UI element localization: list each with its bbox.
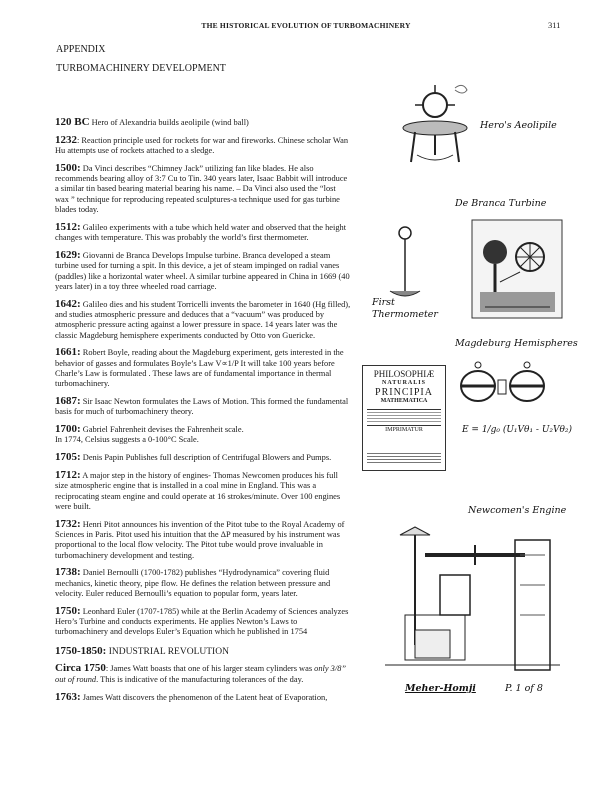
- entry-year: 1629:: [55, 248, 81, 261]
- timeline: [55, 117, 351, 709]
- timeline-entry: [55, 663, 351, 685]
- principia-title-page: [362, 365, 446, 471]
- entry-year: 1500:: [55, 161, 81, 174]
- timeline-entry: [55, 299, 351, 341]
- entry-year: 1700:: [55, 423, 81, 436]
- entry-text: A major step in the history of engines- Thomas Newcomen produces his full size atmospheric engine that is installed in a coal mine in England. This was a reciprocating steam engine and could operate at 16 strokes/minute. Over 100 engines were built.: [55, 471, 341, 511]
- entry-text: : James Watt boasts that one of his larger steam cylinders was: [105, 664, 315, 674]
- entry-year: 1705:: [55, 451, 81, 464]
- entry-text: Denis Papin Publishes full description of Centrifugal Blowers and Pumps.: [80, 453, 332, 463]
- magdeburg-hemispheres-drawing: [460, 360, 545, 410]
- timeline-entry: [55, 424, 351, 446]
- entry-year: 1232: [55, 133, 77, 146]
- entry-year: 1512:: [55, 220, 81, 233]
- entry-year: 120 BC: [55, 116, 90, 128]
- entry-text: Sir Isaac Newton formulates the Laws of Motion. This formed the fundamental basis for much of turbomachinery theory.: [55, 397, 349, 417]
- timeline-entry: [55, 163, 351, 215]
- entry-year: 1661:: [55, 346, 81, 359]
- entry-text: Leonhard Euler (1707-1785) while at the Berlin Academy of Sciences analyzes Hero’s Turbine and conducts experiments. He applies Newton’s Laws to turbomachinery and develops Euler’s Equation which he published in 1754: [55, 606, 349, 637]
- timeline-entry: [55, 606, 351, 638]
- principia-line1: PHILOSOPHIÆ: [373, 369, 435, 379]
- entry-text: Gabriel Fahrenheit devises the Fahrenheit scale. In 1774, Celsius suggests a 0-100°C Scale.: [55, 425, 244, 445]
- thermometer-drawing: [385, 225, 425, 300]
- entry-text: Daniel Bernoulli (1700-1782) publishes “Hydrodynamica” covering fluid mechanics, kinetic theory, pipe flow. He defines the relation between pressure and velocity. Euler reduced Bernoulli’s equation to popular form, years later.: [55, 568, 331, 598]
- entry-text: Robert Boyle, reading about the Magdeburg experiment, gets interested in the behavior of gasses and formulates Boyle’s Law V∝1/P It will take 100 years before Charle’s Law is formulated . These laws are of fundamental importance in thermal turbomachinery.: [55, 348, 344, 389]
- newcomen-engine-drawing: [385, 525, 560, 675]
- timeline-entry: [55, 519, 351, 561]
- timeline-entry: [55, 117, 351, 128]
- timeline-entry: [55, 135, 351, 157]
- running-header: THE HISTORICAL EVOLUTION OF TURBOMACHINERY: [201, 21, 411, 30]
- section-title: TURBOMACHINERY DEVELOPMENT: [56, 63, 226, 74]
- newcomen-label: Newcomen's Engine: [468, 505, 567, 516]
- principia-line2: NATURALIS: [382, 380, 426, 386]
- entry-emphasis: only 3/8” out of round: [55, 664, 347, 684]
- author-signature: Meher-Homji: [405, 683, 476, 694]
- entry-year: 1687:: [55, 395, 81, 408]
- timeline-entry: [55, 250, 351, 292]
- entry-text: INDUSTRIAL REVOLUTION: [106, 646, 229, 657]
- aeolipile-drawing: [405, 80, 475, 175]
- entry-text: Galileo dies and his student Torricelli invents the barometer in 1640 (Hg filled), and studies atmospheric pressure and deduces that a “vacuum” was produced by atmospheric pressure acting against a lower pressure in space. 14 years later was the classic Magdeburg hemisphere experiments conducted by Otto von Guericke.: [55, 299, 351, 340]
- branca-turbine-drawing: [470, 212, 565, 320]
- page-of-count: P. 1 of 8: [505, 683, 543, 694]
- timeline-entry: [55, 452, 351, 463]
- timeline-entry: [55, 347, 351, 389]
- entry-year: Circa 1750: [55, 662, 106, 675]
- magdeburg-label: Magdeburg Hemispheres: [455, 338, 578, 349]
- entry-text-cont: . This is indicative of the manufacturing tolerances of the day.: [96, 674, 304, 684]
- timeline-entry: [55, 396, 351, 418]
- principia-line4: MATHEMATICA: [380, 398, 428, 404]
- entry-text: Hero of Alexandria builds aeolipile (wind ball): [89, 118, 249, 127]
- aeolipile-label: Hero's Aeolipile: [480, 120, 557, 131]
- entry-year: 1732:: [55, 517, 81, 530]
- timeline-entry: [55, 646, 351, 657]
- timeline-entry: [55, 567, 351, 599]
- branca-label: De Branca Turbine: [455, 198, 547, 209]
- entry-year: 1738:: [55, 566, 81, 579]
- euler-equation: E = 1/g₀ (U₁Vθ₁ - U₂Vθ₂): [462, 425, 573, 435]
- entry-year: 1712:: [55, 469, 81, 482]
- entry-year: 1750-1850:: [55, 644, 107, 657]
- thermometer-label: First Thermometer: [372, 297, 438, 320]
- entry-text: Galileo experiments with a tube which held water and observed that the height changes with temperature. This was probably the world’s first thermometer.: [55, 222, 347, 243]
- timeline-entry: [55, 222, 351, 244]
- page-number: 311: [548, 20, 561, 30]
- entry-text: James Watt discovers the phenomenon of the Latent heat of Evaporation,: [80, 692, 328, 702]
- entry-year: 1763:: [55, 690, 81, 703]
- timeline-entry: [55, 470, 351, 512]
- entry-year: 1750:: [55, 604, 81, 617]
- principia-line3: PRINCIPIA: [375, 387, 433, 398]
- appendix-label: APPENDIX: [56, 44, 106, 55]
- entry-year: 1642:: [55, 297, 81, 310]
- principia-imprimatur: IMPRIMATUR: [367, 425, 441, 435]
- entry-text: Da Vinci describes “Chimney Jack” utilizing fan like blades. He also recommends bearing alloy of 3:7 Cu to Tin. 340 years later, Isaac Babbit will introduce a similar tin based bearing material bearing his name. – Da Vinci also used the “lost wax ” technique for reproducing repeated sculptures-a technique used for gas turbine blades today.: [55, 163, 348, 215]
- timeline-entry: [55, 692, 351, 703]
- entry-text: Giovanni de Branca Develops Impulse turbine. Branca developed a steam turbine used for turning a spit. In this device, a jet of steam impinged on radial vanes (paddles) like a horizontal water wheel. A similar turbine appeared in China in 1669 (40 years later) in a toy three wheeled road carriage.: [55, 250, 350, 291]
- entry-text: : Reaction principle used for rockets for war and fireworks. Chinese scholar Wan Hu attempts use of rockets attached to a sledge.: [55, 135, 349, 156]
- entry-text: Henri Pitot announces his invention of the Pitot tube to the Royal Academy of Sciences in Paris. Pitot used his intuition that the ΔP measured by his instrument was proportional to the local flow velocity. The Pitot tube would prove invaluable in turbomachinery development and testing.: [55, 519, 345, 560]
